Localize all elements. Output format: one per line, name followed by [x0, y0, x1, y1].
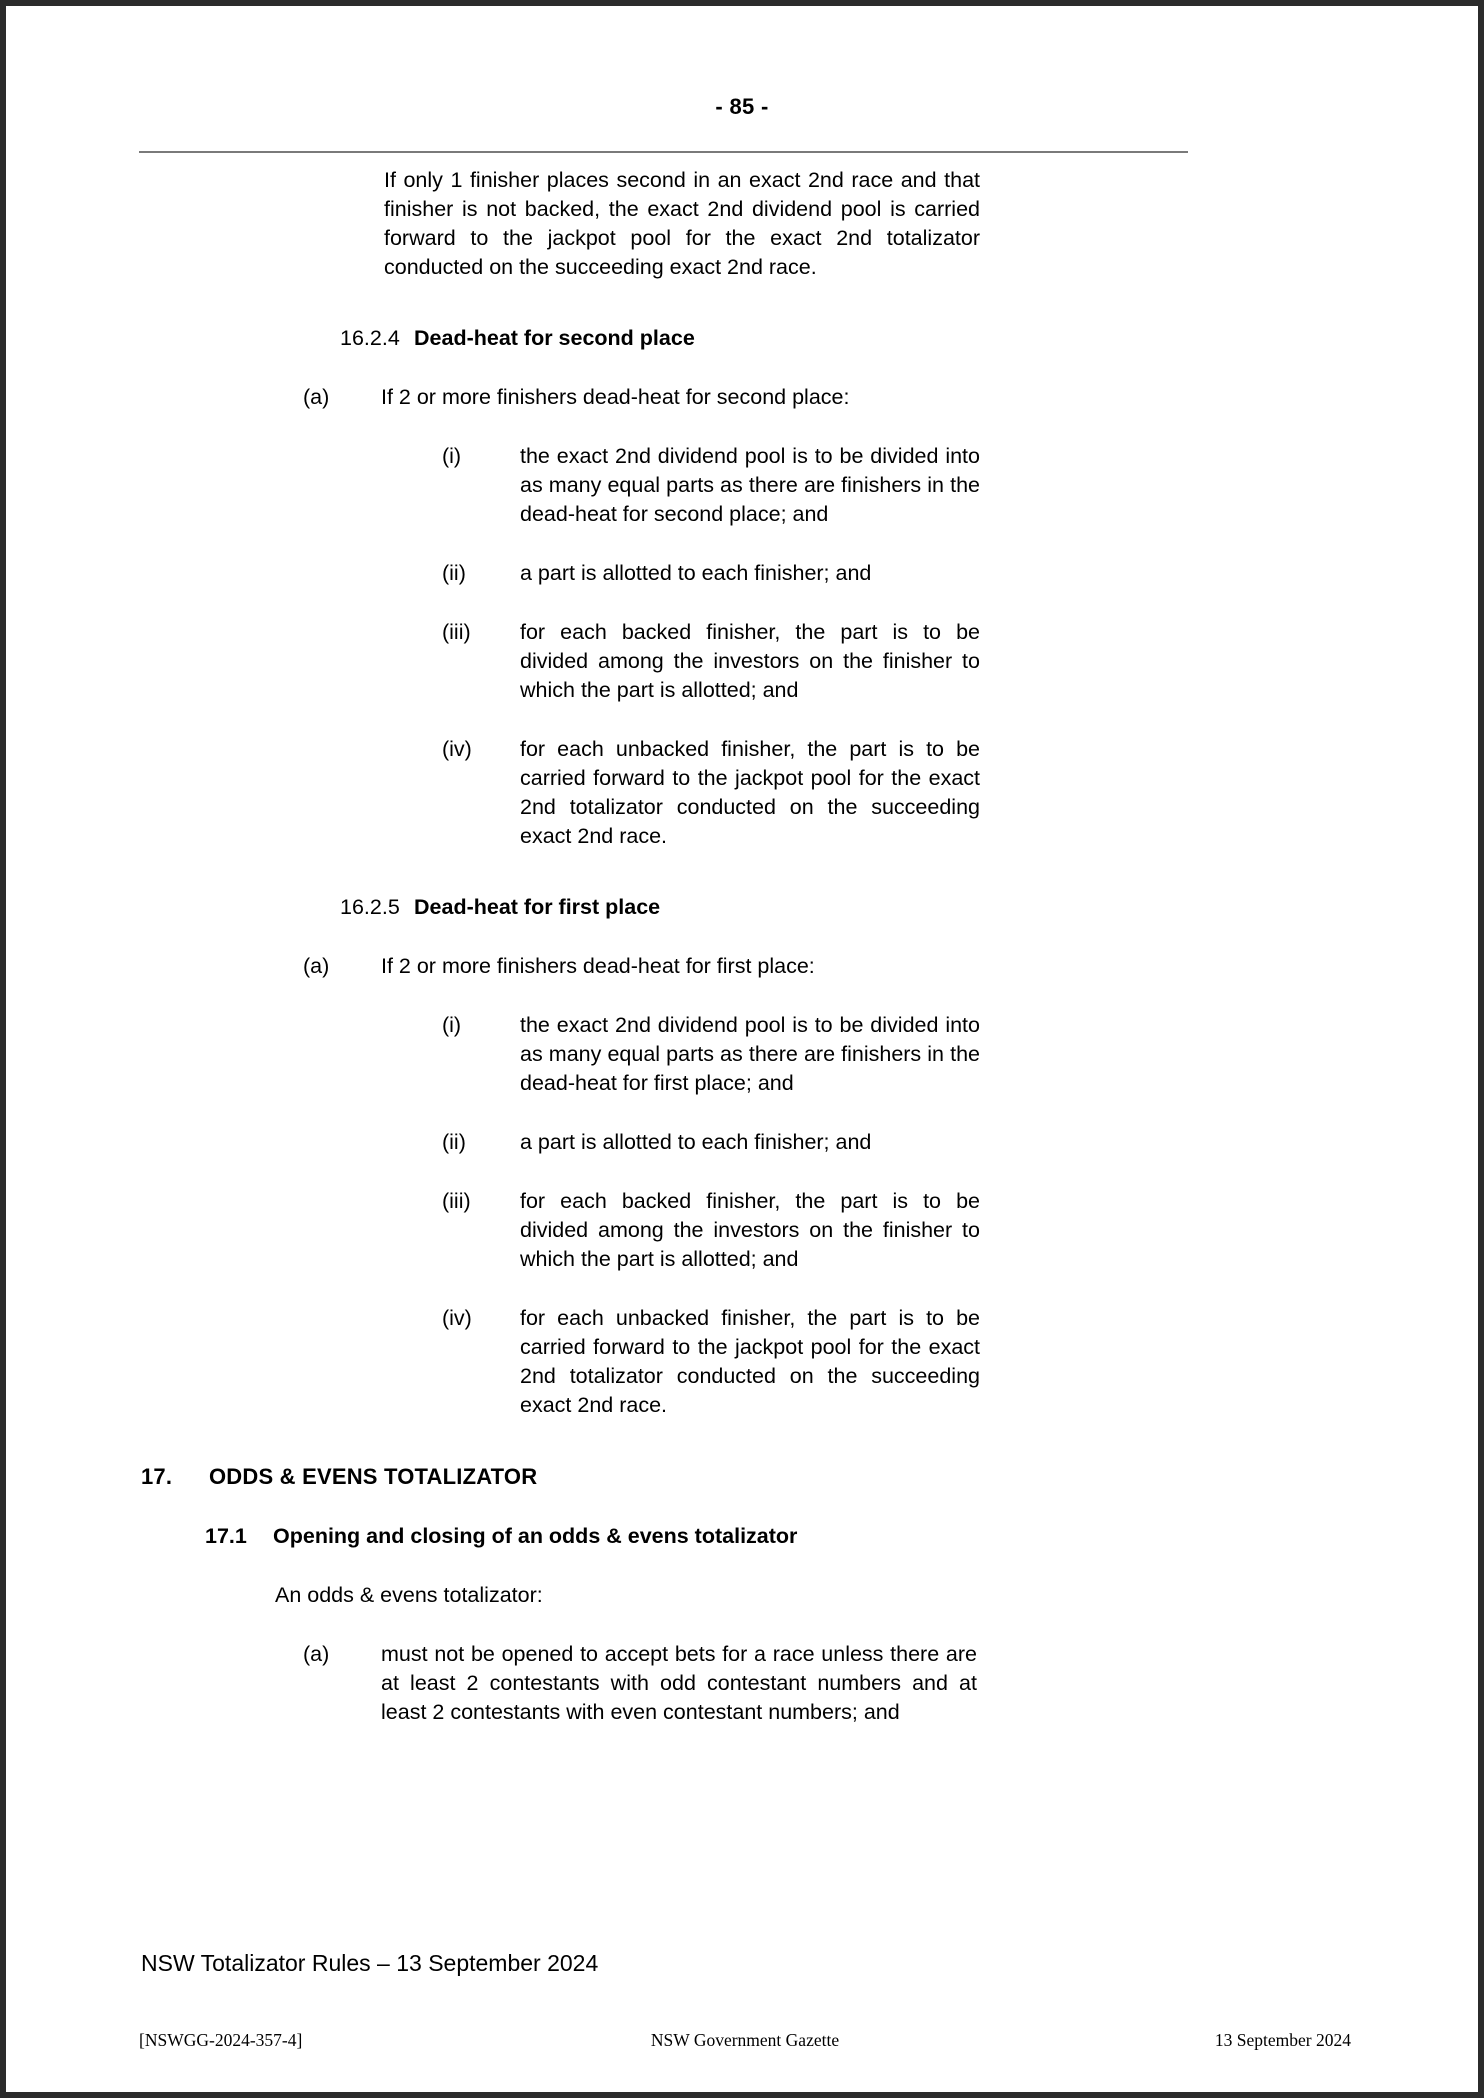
clause-16-2-5-subitem-iii [442, 1187, 1478, 1274]
list-label: (a) [303, 1642, 330, 1666]
clause-17-1-number: 17.1 [205, 1524, 247, 1548]
header-divider [139, 151, 1188, 153]
list-text: a part is allotted to each finisher; and [520, 561, 872, 585]
list-text: the exact 2nd dividend pool is to be divided into as many equal parts as there are finishers in the dead-heat for second place; and [520, 444, 980, 526]
list-label: (a) [303, 954, 330, 978]
clause-16-2-5-subitem-i [442, 1011, 1478, 1098]
gazette-footer [139, 2030, 1351, 2051]
clause-16-2-4-title: Dead-heat for second place [414, 326, 695, 350]
clause-17-1-lead-in: An odds & evens totalizator: [275, 1583, 543, 1607]
list-text: for each backed finisher, the part is to be divided among the investors on the finisher to which the part is allotted; and [520, 620, 980, 702]
page-number: - 85 - [715, 94, 769, 119]
list-text: must not be opened to accept bets for a race unless there are at least 2 contestants with odd contestant numbers and at least 2 contestants with even contestant numbers; and [381, 1642, 977, 1724]
clause-16-2-4-item-a [303, 383, 1478, 412]
list-label: (iii) [442, 620, 471, 644]
intro-paragraph: If only 1 finisher places second in an exact 2nd race and that finisher is not backed, the exact 2nd dividend pool is carried forward to the jackpot pool for the exact 2nd totalizator conducted on the succeeding exact 2nd race. [384, 168, 980, 279]
clause-16-2-4-subitem-i [442, 442, 1478, 529]
list-text: If 2 or more finishers dead-heat for second place: [381, 385, 850, 409]
list-text: for each unbacked finisher, the part is to be carried forward to the jackpot pool for the exact 2nd totalizator conducted on the succeeding exact 2nd race. [520, 737, 980, 848]
clause-16-2-5-item-a [303, 952, 1478, 981]
clause-17-1-heading [205, 1522, 1478, 1551]
clause-16-2-5-heading [340, 893, 1478, 922]
document-footer: NSW Totalizator Rules – 13 September 2024 [141, 1950, 599, 1976]
clause-16-2-5-subitem-ii [442, 1128, 1478, 1157]
list-label: (ii) [442, 561, 466, 585]
clause-16-2-4-subitem-iv [442, 735, 1478, 851]
clause-16-2-5-title: Dead-heat for first place [414, 895, 661, 919]
clause-17-1-item-a [303, 1640, 1478, 1727]
list-label: (iii) [442, 1189, 471, 1213]
list-label: (ii) [442, 1130, 466, 1154]
list-label: (iv) [442, 1306, 472, 1330]
section-17-title: ODDS & EVENS TOTALIZATOR [209, 1464, 538, 1489]
clause-16-2-4-subitem-iii [442, 618, 1478, 705]
clause-16-2-4-heading [340, 324, 1478, 353]
clause-16-2-5-number: 16.2.5 [340, 895, 400, 919]
list-label: (i) [442, 1013, 462, 1037]
document-page [6, 6, 1478, 2092]
list-text: If 2 or more finishers dead-heat for first place: [381, 954, 815, 978]
list-text: for each backed finisher, the part is to be divided among the investors on the finisher to which the part is allotted; and [520, 1189, 980, 1271]
section-17-heading [141, 1462, 1478, 1492]
clause-17-1-title: Opening and closing of an odds & evens totalizator [273, 1524, 798, 1548]
list-label: (i) [442, 444, 462, 468]
page-content [6, 166, 1478, 1727]
clause-16-2-4-subitem-ii [442, 559, 1478, 588]
list-text: for each unbacked finisher, the part is to be carried forward to the jackpot pool for the exact 2nd totalizator conducted on the succeeding exact 2nd race. [520, 1306, 980, 1417]
section-17-number: 17. [141, 1464, 173, 1489]
gazette-date: 13 September 2024 [1214, 2030, 1351, 2050]
clause-16-2-5-subitem-iv [442, 1304, 1478, 1420]
list-text: the exact 2nd dividend pool is to be divided into as many equal parts as there are finishers in the dead-heat for first place; and [520, 1013, 980, 1095]
gazette-reference: [NSWGG-2024-357-4] [139, 2030, 303, 2050]
list-label: (a) [303, 385, 330, 409]
list-text: a part is allotted to each finisher; and [520, 1130, 872, 1154]
gazette-title: NSW Government Gazette [650, 2030, 840, 2050]
list-label: (iv) [442, 737, 472, 761]
clause-16-2-4-number: 16.2.4 [340, 326, 400, 350]
